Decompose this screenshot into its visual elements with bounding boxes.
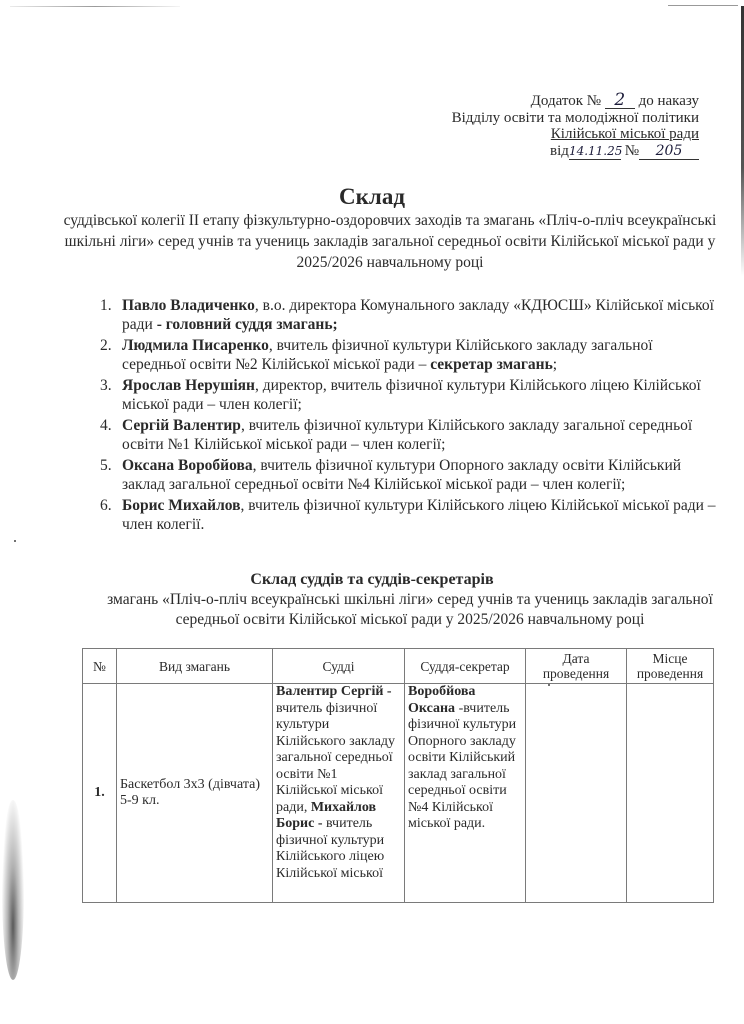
judge-name: Валентир Сергій - <box>276 684 392 699</box>
header-date: Дата проведення <box>526 649 627 684</box>
header-sport: Вид змагань <box>117 649 273 684</box>
list-item: 6. Борис Михайлов, вчитель фізичної культури Кілійського ліцею Кілійської міської ради – член колегії. <box>100 497 716 533</box>
judges-table <box>82 648 714 903</box>
member-name: Ярослав Нерушіян <box>122 377 255 394</box>
document-subtitle: суддівської колегії ІІ етапу фізкультурно-оздоровчих заходів та змагань «Пліч-о-пліч всеукраїнські шкільні ліги» серед учнів та учениць закладів загальної середньої освіти Кілійської міської ради у 2025/2026 навчальному році <box>63 212 717 271</box>
member-name: Сергій Валентир <box>122 417 241 434</box>
member-name: Борис Михайлов <box>122 497 241 514</box>
secretary-name: Воробйова Оксана <box>408 684 476 716</box>
appendix-line-2: Відділу освіти та молодіжної політики <box>451 109 699 126</box>
judge-name: Михайлов Борис - <box>276 799 377 831</box>
member-role: секретар змагань <box>430 356 553 373</box>
header-number: № <box>83 649 117 684</box>
member-role: - головний суддя змагань; <box>156 316 338 333</box>
appendix-header <box>439 90 699 160</box>
cell-judges <box>273 684 405 903</box>
member-name: Оксана Воробйова <box>122 457 253 474</box>
appendix-line-4: від14.11.25 № 205 <box>439 143 699 160</box>
appendix-line-3: Кілійської міської ради <box>550 126 699 142</box>
members-list <box>100 296 720 536</box>
appendix-line-1: Додаток № 2 до наказу <box>530 90 699 110</box>
table-header-row <box>83 649 714 684</box>
list-item: 1. Павло Владиченко, в.о. директора Комунального закладу «КДЮСШ» Кілійської міської ради - головний суддя змагань; <box>100 297 714 333</box>
appendix-number: 2 <box>605 93 635 109</box>
list-item: 5. Оксана Воробйова, вчитель фізичної культури Опорного закладу освіти Кілійський заклад загальної середньої освіти №4 Кілійської міської ради – член колегії; <box>100 457 682 493</box>
header-secretary: Суддя-секретар <box>405 649 526 684</box>
order-date: 14.11.25 <box>568 143 623 158</box>
scan-artifact-top-line <box>10 6 180 7</box>
scan-artifact-dot <box>14 540 16 542</box>
list-item: 4. Сергій Валентир, вчитель фізичної культури Кілійського закладу загальної середньої освіти №1 Кілійської міської ради – член колегії; <box>100 417 693 453</box>
cell-number: 1. <box>83 684 117 903</box>
list-item: 2. Людмила Писаренко, вчитель фізичної культури Кілійського закладу загальної середньої освіти №2 Кілійської міської ради – секретар змагань; <box>100 337 653 373</box>
secretary-desc: -вчитель фізичної культури Опорного закладу освіти Кілійський заклад загальної середньої освіти №4 Кілійської міської ради. <box>408 700 517 831</box>
member-name: Людмила Писаренко <box>122 337 269 354</box>
judges-section-title: Склад суддів та суддів-секретарів <box>250 571 494 588</box>
judge-desc: вчитель фізичної культури Кілійського закладу загальної середньої освіти №1 Кілійської міської ради, <box>276 700 396 815</box>
cell-date <box>526 684 627 903</box>
judges-section-desc: змагань «Пліч-о-пліч всеукраїнські шкільні ліги» серед учнів та учениць закладів загальної середньої освіти Кілійської міської ради у 2025/2026 навчальному році <box>107 591 713 628</box>
cell-place <box>627 684 714 903</box>
order-number: 205 <box>639 144 699 160</box>
header-place: Місце проведення <box>627 649 714 684</box>
document-title: Склад <box>339 184 405 209</box>
cell-sport: Баскетбол 3x3 (дівчата) 5-9 кл. <box>117 684 273 903</box>
list-item: 3. Ярослав Нерушіян, директор, вчитель фізичної культури Кілійського ліцею Кілійської міської ради – член колегії; <box>100 377 701 413</box>
judge-desc: вчитель фізичної культури Кілійського ліцею Кілійської міської <box>276 816 385 881</box>
table-row <box>83 684 714 903</box>
header-judges: Судді <box>273 649 405 684</box>
cell-secretary <box>405 684 526 903</box>
scan-artifact-smudge <box>2 800 24 980</box>
member-name: Павло Владиченко <box>122 297 255 314</box>
scan-artifact-top-right-line <box>668 5 738 6</box>
